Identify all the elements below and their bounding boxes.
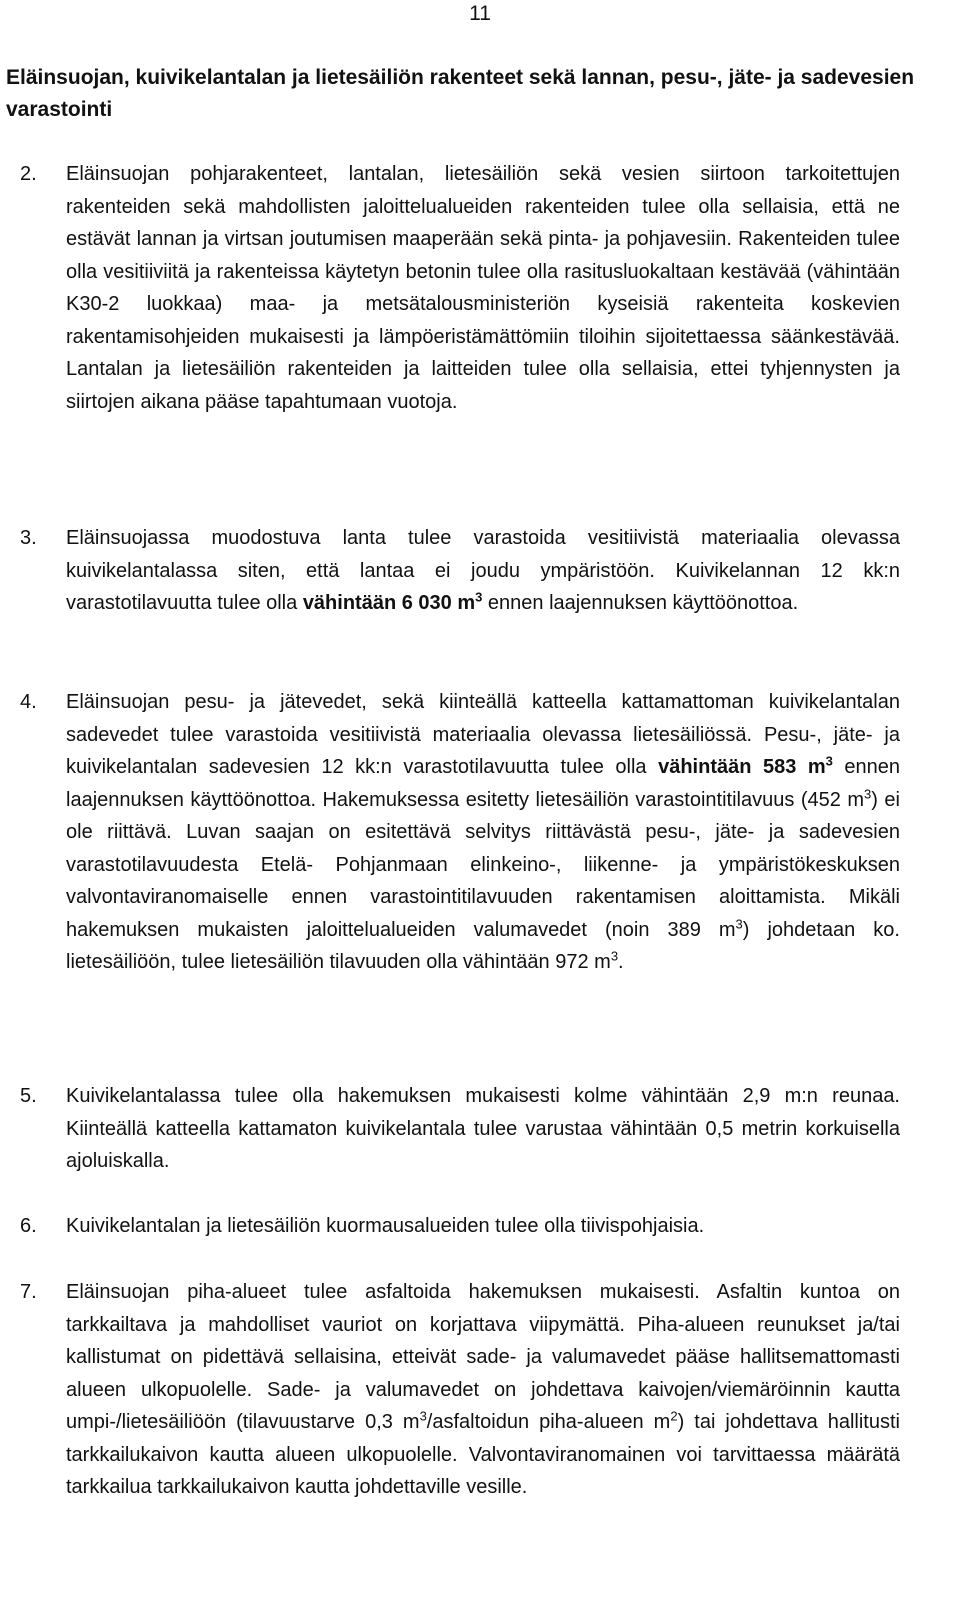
section-heading: Eläinsuojan, kuivikelantalan ja lietesäiliön rakenteet sekä lannan, pesu-, jäte- ja sadevesien varastointi <box>6 66 915 121</box>
item-number: 3. <box>20 527 37 549</box>
page-number: 11 <box>469 2 491 25</box>
list-item <box>20 686 900 979</box>
list-item <box>20 522 900 620</box>
item-text: Eläinsuojassa muodostuva lanta tulee varastoida vesitiivistä materiaalia olevassa kuivikelantalassa siten, että lantaa ei joudu ympäristöön. Kuivikelannan 12 kk:n varastotilavuutta tulee olla vähintään 6 030 $m^3$ ennen laajennuksen käyttöönottoa. <box>66 527 900 614</box>
item-number: 7. <box>20 1281 37 1303</box>
item-number: 2. <box>20 163 37 185</box>
list-item <box>20 1210 900 1243</box>
item-number: 6. <box>20 1215 37 1237</box>
item-text: Eläinsuojan pesu- ja jätevedet, sekä kiinteällä katteella kattamattoman kuivikelantalan sadevedet tulee varastoida vesitiivistä materiaalia olevassa lietesäiliössä. Pesu-, jäte- ja kuivikelantalan sadevesien 12 kk:n varastotilavuutta tulee olla vähintään 583 $m^3$ ennen laajennuksen käyttöönottoa. Hakemuksessa esitetty lietesäiliön varastointitilavuus (452 $m^3$) ei ole riittävä. Luvan saajan on esitettävä selvitys riittävästä pesu-, jäte- ja sadevesien varastotilavuudesta Etelä- Pohjanmaan elinkeino-, liikenne- ja ympäristökeskuksen valvontaviranomaiselle ennen varastointitilavuuden rakentamisen aloittamista. Mikäli hakemuksen mukaisten jaloittelualueiden valumavedet (noin 389 $m^3$) johdetaan ko. lietesäiliöön, tulee lietesäiliön tilavuuden olla vähintään 972 $m^3$. <box>66 691 901 973</box>
list-item <box>20 1080 900 1178</box>
bold-requirement: vähintään 583 $m^3$ <box>658 753 833 778</box>
bold-requirement: vähintään 6 030 $m^3$ <box>302 589 483 614</box>
item-text: Kuivikelantalassa tulee olla hakemuksen mukaisesti kolme vähintään 2,9 m:n reunaa. Kiinteällä katteella kattamaton kuivikelantala tulee varustaa vähintään 0,5 metrin korkuisella ajoluiskalla. <box>66 1085 900 1172</box>
list-item <box>20 158 900 418</box>
item-text: Eläinsuojan pohjarakenteet, lantalan, lietesäiliön sekä vesien siirtoon tarkoitettujen rakenteiden sekä mahdollisten jaloittelualueiden rakenteiden tulee olla sellaisia, että ne estävät lannan ja virtsan joutumisen maaperään sekä pinta- ja pohjavesiin. Rakenteiden tulee olla vesitiiviitä ja rakenteissa käytetyn betonin tulee olla rasitusluokaltaan kestävää (vähintään K30-2 luokkaa) maa- ja metsätalousministeriön kyseisiä rakenteita koskevien rakentamisohjeiden mukaisesti ja lämpöeristämättömiin tiloihin sijoitettaessa säänkestävää. Lantalan ja lietesäiliön rakenteiden ja laitteiden tulee olla sellaisia, ettei tyhjennysten ja siirtojen aikana pääse tapahtumaan vuotoja. <box>66 163 900 413</box>
item-text: Eläinsuojan piha-alueet tulee asfaltoida hakemuksen mukaisesti. Asfaltin kuntoa on tarkkailtava ja mahdolliset vauriot on korjattava viipymättä. Piha-alueen reunukset ja/tai kallistumat on pidettävä sellaisina, etteivät sade- ja valumavedet pääse hallitsemattomasti alueen ulkopuolelle. Sade- ja valumavedet on johdettava kaivojen/viemäröinnin kautta umpi-/lietesäiliöön (tilavuustarve 0,3 $m^3$/asfaltoidun piha-alueen $m^2$) tai johdettava hallitusti tarkkailukaivon kautta alueen ulkopuolelle. Valvontaviranomainen voi tarvittaessa määrätä tarkkailua tarkkailukaivon kautta johdettaville vesille. <box>66 1281 900 1498</box>
item-number: 4. <box>20 691 37 713</box>
item-number: 5. <box>20 1085 37 1107</box>
list-item <box>20 1276 900 1504</box>
item-text: Kuivikelantalan ja lietesäiliön kuormausalueiden tulee olla tiivispohjaisia. <box>66 1215 705 1237</box>
